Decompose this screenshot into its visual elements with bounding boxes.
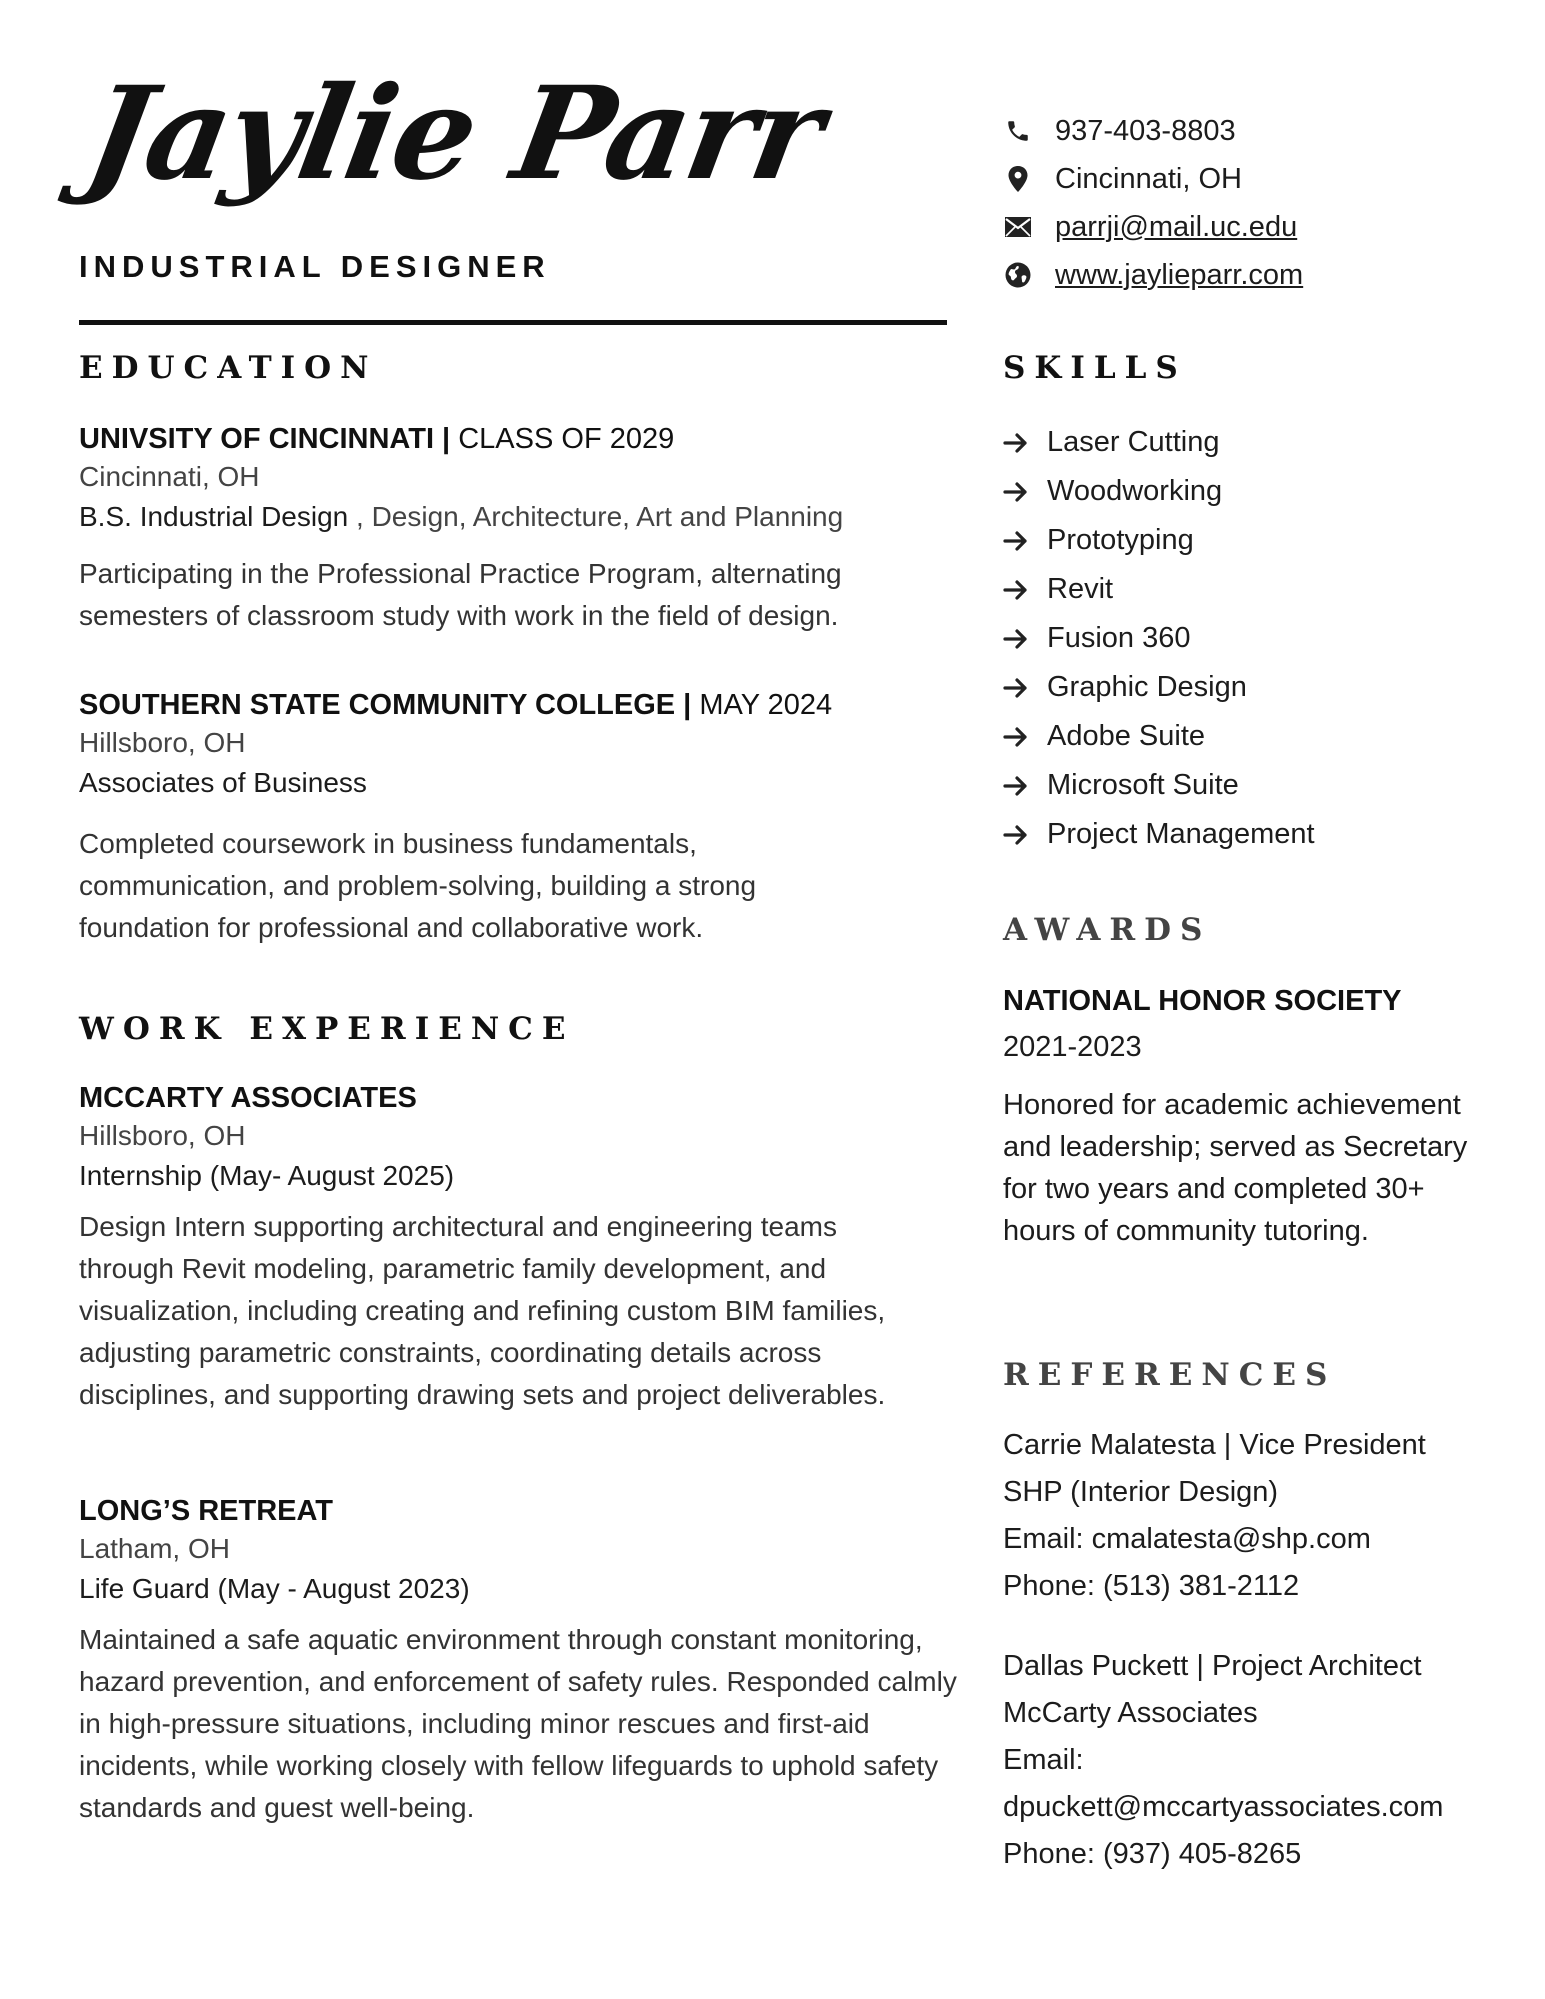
- skill-label: Revit: [1047, 573, 1114, 605]
- arrow-right-icon: [1003, 579, 1031, 601]
- school-name: UNIVSITY OF CINCINNATI |: [79, 423, 451, 455]
- header-divider: [79, 320, 947, 325]
- envelope-icon: [1003, 212, 1033, 242]
- reference-email: dpuckett@mccartyassociates.com: [1003, 1791, 1444, 1823]
- entry-location: Hillsboro, OH: [79, 1120, 246, 1151]
- award-years: 2021-2023: [1003, 1031, 1142, 1063]
- degree-name: B.S. Industrial Design: [79, 501, 349, 532]
- arrow-right-icon: [1003, 824, 1031, 846]
- reference-email-label: Email:: [1003, 1744, 1084, 1776]
- reference-phone: Phone: (937) 405-8265: [1003, 1838, 1302, 1870]
- skill-label: Fusion 360: [1047, 622, 1191, 654]
- contact-website: [1003, 251, 1523, 299]
- skill-label: Prototyping: [1047, 524, 1194, 556]
- entry-date: MAY 2024: [691, 689, 833, 721]
- skill-item: [1003, 614, 1523, 663]
- contact-location: [1003, 155, 1523, 203]
- skill-label: Woodworking: [1047, 475, 1223, 507]
- school-name: SOUTHERN STATE COMMUNITY COLLEGE |: [79, 689, 692, 721]
- skill-item: [1003, 418, 1523, 467]
- education-entry: [79, 419, 949, 637]
- skill-label: Project Management: [1047, 818, 1315, 850]
- reference-phone: Phone: (513) 381-2112: [1003, 1570, 1300, 1602]
- reference-entry: [1003, 1422, 1523, 1610]
- contact-list: [1003, 107, 1523, 299]
- references-heading: REFERENCES: [1003, 1357, 1337, 1393]
- phone-icon: [1003, 116, 1033, 146]
- entry-degree: Associates of Business: [79, 767, 367, 798]
- arrow-right-icon: [1003, 726, 1031, 748]
- arrow-right-icon: [1003, 432, 1031, 454]
- candidate-name: Jaylie Parr: [76, 59, 833, 209]
- email-link[interactable]: parrji@mail.uc.edu: [1055, 210, 1298, 243]
- work-entry: [79, 1491, 957, 1829]
- entry-location: Hillsboro, OH: [79, 727, 246, 758]
- reference-entry: [1003, 1643, 1523, 1878]
- arrow-right-icon: [1003, 530, 1031, 552]
- award-title: NATIONAL HONOR SOCIETY: [1003, 985, 1402, 1017]
- skill-item: [1003, 810, 1523, 859]
- reference-name-role: Dallas Puckett | Project Architect: [1003, 1650, 1422, 1682]
- skill-item: [1003, 663, 1523, 712]
- entry-date: CLASS OF 2029: [450, 423, 675, 455]
- college-name: , Design, Architecture, Art and Planning: [348, 501, 844, 532]
- skills-heading: SKILLS: [1003, 350, 1187, 386]
- entry-location: Cincinnati, OH: [79, 461, 260, 492]
- award-entry: [1003, 978, 1523, 1252]
- arrow-right-icon: [1003, 628, 1031, 650]
- skill-item: [1003, 565, 1523, 614]
- education-entry: [79, 685, 949, 949]
- awards-heading: AWARDS: [1003, 912, 1212, 948]
- company-name: MCCARTY ASSOCIATES: [79, 1082, 417, 1114]
- entry-description: Maintained a safe aquatic environment through constant monitoring, hazard prevention, and enforcement of safety rules. Responded calmly in high-pressure situations, including minor rescues and first-aid incidents, while working closely with fellow lifeguards to uphold safety standards and guest well-being.: [79, 1624, 957, 1823]
- job-title: INDUSTRIAL DESIGNER: [79, 249, 551, 284]
- globe-icon: [1003, 260, 1033, 290]
- contact-phone: [1003, 107, 1523, 155]
- entry-description: Participating in the Professional Practice Program, alternating semesters of classroom study with work in the field of design.: [79, 558, 842, 631]
- company-name: LONG’S RETREAT: [79, 1495, 334, 1527]
- entry-title: [79, 685, 949, 725]
- entry-role: Life Guard (May - August 2023): [79, 1573, 470, 1604]
- entry-role: Internship (May- August 2025): [79, 1160, 455, 1191]
- skill-item: [1003, 467, 1523, 516]
- skill-label: Graphic Design: [1047, 671, 1247, 703]
- website-link[interactable]: www.jaylieparr.com: [1055, 258, 1304, 291]
- reference-org: McCarty Associates: [1003, 1697, 1258, 1729]
- phone-number: 937-403-8803: [1055, 114, 1236, 147]
- entry-degree: [79, 497, 949, 537]
- reference-email: Email: cmalatesta@shp.com: [1003, 1523, 1371, 1555]
- arrow-right-icon: [1003, 481, 1031, 503]
- work-heading: WORK EXPERIENCE: [79, 1011, 575, 1047]
- skills-list: [1003, 418, 1523, 859]
- skill-item: [1003, 516, 1523, 565]
- skill-item: [1003, 761, 1523, 810]
- work-entry: [79, 1078, 949, 1416]
- entry-description: Design Intern supporting architectural and engineering teams through Revit modeling, parametric family development, and visualization, including creating and refining custom BIM families, adjusting parametric constraints, coordinating details across disciplines, and supporting drawing sets and project deliverables.: [79, 1211, 886, 1410]
- award-description: Honored for academic achievement and leadership; served as Secretary for two years and completed 30+ hours of community tutoring.: [1003, 1089, 1468, 1247]
- education-heading: EDUCATION: [79, 350, 378, 386]
- entry-title: [79, 419, 949, 459]
- contact-email: [1003, 203, 1523, 251]
- skill-label: Laser Cutting: [1047, 426, 1220, 458]
- arrow-right-icon: [1003, 677, 1031, 699]
- location-text: Cincinnati, OH: [1055, 162, 1242, 195]
- entry-description: Completed coursework in business fundamentals, communication, and problem-solving, building a strong foundation for professional and collaborative work.: [79, 828, 757, 943]
- skill-label: Adobe Suite: [1047, 720, 1206, 752]
- reference-org: SHP (Interior Design): [1003, 1476, 1279, 1508]
- map-pin-icon: [1003, 164, 1033, 194]
- reference-name-role: Carrie Malatesta | Vice President: [1003, 1429, 1426, 1461]
- arrow-right-icon: [1003, 775, 1031, 797]
- entry-location: Latham, OH: [79, 1533, 230, 1564]
- skill-item: [1003, 712, 1523, 761]
- skill-label: Microsoft Suite: [1047, 769, 1239, 801]
